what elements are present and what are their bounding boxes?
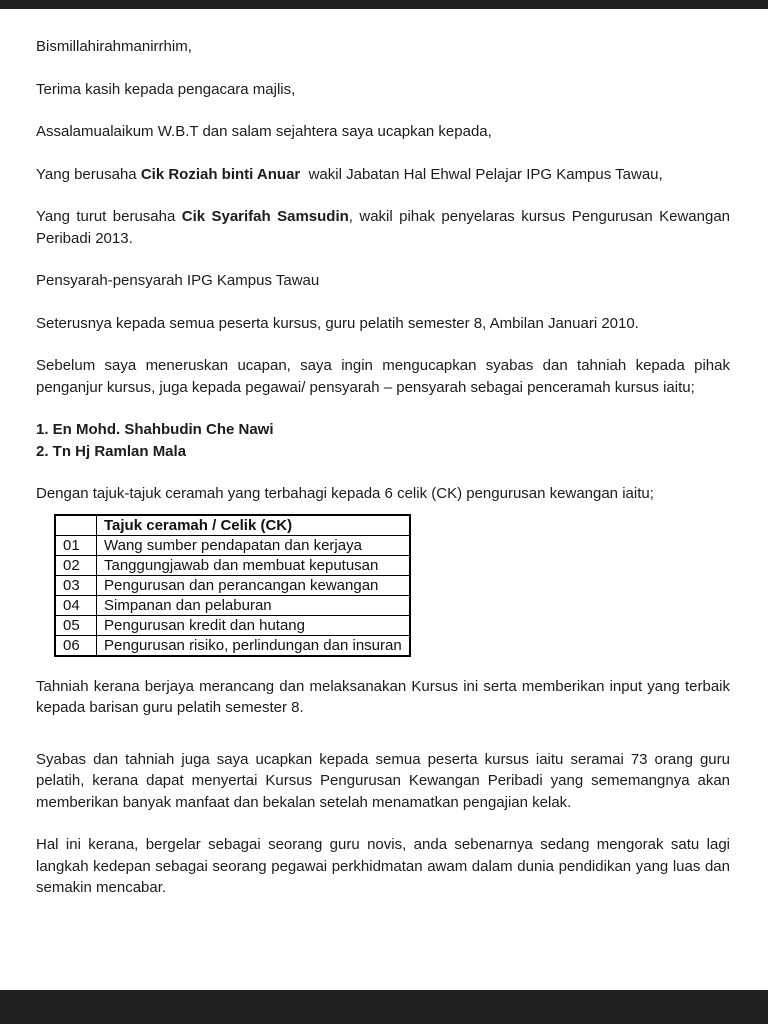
topic-number: 04: [55, 595, 97, 615]
table-row: [55, 635, 410, 656]
guest2-name: Cik Syarifah Samsudin: [181, 208, 349, 225]
guest1-prefix: Yang berusaha: [36, 165, 141, 183]
topic-number: 01: [55, 535, 97, 555]
thanks-emcee-line: Terima kasih kepada pengacara majlis,: [36, 80, 296, 98]
intro-paragraph: Sebelum saya meneruskan ucapan, saya ingin mengucapkan syabas dan tahniah kepada pihak penganjur kursus, juga kepada pegawai/ pensyarah – pensyarah sebagai penceramah kursus iaitu;: [36, 357, 730, 396]
viewer-top-bar: [0, 0, 768, 9]
topic-number: 06: [55, 635, 97, 656]
speaker-item-2: 2. Tn Hj Ramlan Mala: [36, 442, 187, 460]
guest2-prefix: Yang turut berusaha: [36, 208, 182, 225]
table-row: [55, 535, 410, 555]
topic-title: Pengurusan kredit dan hutang: [97, 615, 410, 635]
topic-title: Pengurusan risiko, perlindungan dan insuran: [97, 635, 410, 656]
topic-title: Tanggungjawab dan membuat keputusan: [97, 555, 410, 575]
participants-line: Seterusnya kepada semua peserta kursus, guru pelatih semester 8, Ambilan Januari 2010.: [36, 314, 639, 332]
speaker-list: [36, 419, 730, 462]
lecturers-line: Pensyarah-pensyarah IPG Kampus Tawau: [36, 272, 320, 289]
closing-paragraph: Hal ini kerana, bergelar sebagai seorang guru novis, anda sebenarnya sedang mengorak satu lagi langkah kedepan sebagai seorang pegawai perkhidmatan awam dalam dunia pendidikan yang luas dan semakin mencabar.: [36, 836, 730, 896]
table-header-row: [55, 515, 410, 536]
topic-number: 02: [55, 555, 97, 575]
participants-congrats-paragraph: Syabas dan tahniah juga saya ucapkan kepada semua peserta kursus iaitu seramai 73 orang guru pelatih, kerana dapat menyertai Kursus Pengurusan Kewangan Peribadi yang sememangnya akan memberikan banyak manfaat dan bekalan setelah menamatkan pengajian kelak.: [36, 750, 730, 811]
speaker-item-1: 1. En Mohd. Shahbudin Che Nawi: [36, 421, 274, 438]
guest1-suffix: wakil Jabatan Hal Ehwal Pelajar IPG Kampus Tawau,: [300, 165, 663, 183]
guest2-paragraph: [36, 206, 730, 249]
topic-title: Simpanan dan pelaburan: [97, 595, 410, 615]
organiser-congrats-paragraph: Tahniah kerana berjaya merancang dan melaksanakan Kursus ini serta memberikan input yang terbaik kepada barisan guru pelatih semester 8.: [36, 677, 730, 716]
table-row: [55, 555, 410, 575]
table-header-corner: [55, 515, 97, 536]
guest1-name: Cik Roziah binti Anuar: [140, 165, 301, 183]
topic-number: 05: [55, 615, 97, 635]
document-page: [0, 9, 768, 990]
topics-intro-line: Dengan tajuk-tajuk ceramah yang terbahagi kepada 6 celik (CK) pengurusan kewangan iaitu;: [36, 485, 654, 502]
table-row: [55, 615, 410, 635]
guest1-paragraph: [36, 164, 730, 186]
topic-title: Pengurusan dan perancangan kewangan: [97, 575, 410, 595]
table-header-title: Tajuk ceramah / Celik (CK): [97, 515, 410, 536]
viewer-bottom-bar: [0, 990, 768, 1024]
guest2-suffix: , wakil pihak penyelaras kursus Pengurusan Kewangan Peribadi 2013.: [36, 208, 730, 247]
table-row: [55, 575, 410, 595]
topics-table: [54, 514, 411, 657]
bismillah-line: Bismillahirahmanirrhim,: [36, 38, 192, 55]
table-row: [55, 595, 410, 615]
topic-title: Wang sumber pendapatan dan kerjaya: [97, 535, 410, 555]
topic-number: 03: [55, 575, 97, 595]
salutation-line: Assalamualaikum W.B.T dan salam sejahtera saya ucapkan kepada,: [36, 123, 492, 140]
